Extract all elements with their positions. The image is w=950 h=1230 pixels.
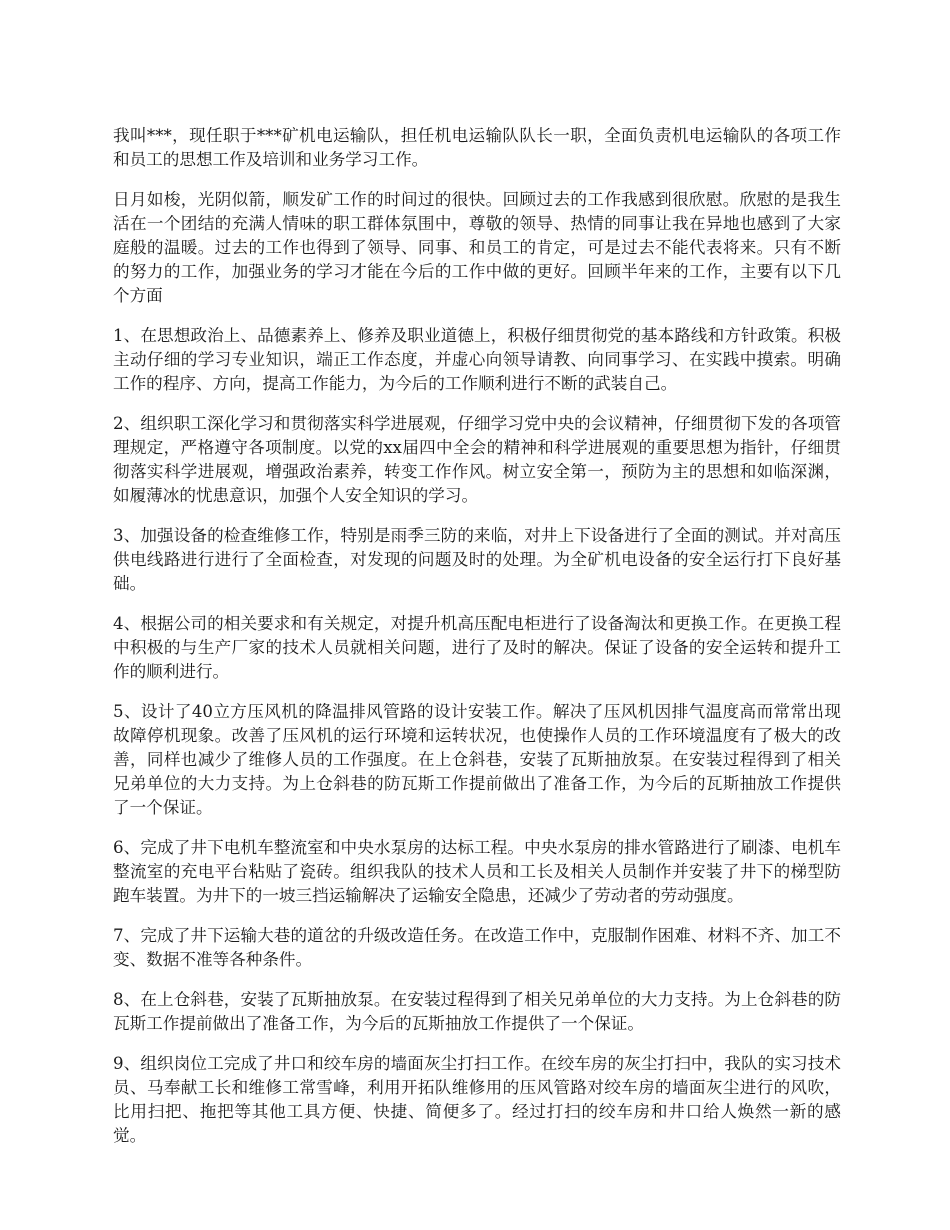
item-3-paragraph: 3、加强设备的检查维修工作，特别是雨季三防的来临，对井上下设备进行了全面的测试。并对高压供电线路进行进行了全面检查，对发现的问题及时的处理。为全矿机电设备的安全运行打下良好基础。: [113, 526, 841, 593]
item-9-paragraph: 9、组织岗位工完成了井口和绞车房的墙面灰尘打扫工作。在绞车房的灰尘打扫中，我队的实习技术员、马奉献工长和维修工常雪峰，利用开拓队维修用的压风管路对绞车房的墙面灰尘进行的风吹，比用扫把、拖把等其他工具方便、快捷、简便多了。经过打扫的绞车房和井口给人焕然一新的感觉。: [113, 1054, 841, 1145]
item-6-paragraph: 6、完成了井下电机车整流室和中央水泵房的达标工程。中央水泵房的排水管路进行了刷漆、电机车整流室的充电平台粘贴了瓷砖。组织我队的技术人员和工长及相关人员制作并安装了井下的梯型防跑车装置。为井下的一坡三挡运输解决了运输安全隐患，还减少了劳动者的劳动强度。: [113, 838, 841, 905]
item-4-paragraph: 4、根据公司的相关要求和有关规定，对提升机高压配电柜进行了设备淘汰和更换工作。在更换工程中积极的与生产厂家的技术人员就相关问题，进行了及时的解决。保证了设备的安全运转和提升工作的顺利进行。: [113, 614, 841, 681]
item-1-paragraph: 1、在思想政治上、品德素养上、修养及职业道德上，积极仔细贯彻党的基本路线和方针政策。积极主动仔细的学习专业知识，端正工作态度，并虚心向领导请教、向同事学习、在实践中摸索。明确工作的程序、方向，提高工作能力，为今后的工作顺利进行不断的武装自己。: [113, 326, 841, 393]
intro-paragraph: 我叫***，现任职于***矿机电运输队，担任机电运输队队长一职，全面负责机电运输队的各项工作和员工的思想工作及培训和业务学习工作。: [113, 126, 841, 169]
item-7-paragraph: 7、完成了井下运输大巷的道岔的升级改造任务。在改造工作中，克服制作困难、材料不齐、加工不变、数据不准等各种条件。: [113, 926, 841, 969]
review-paragraph: 日月如梭，光阴似箭，顺发矿工作的时间过的很快。回顾过去的工作我感到很欣慰。欣慰的是我生活在一个团结的充满人情味的职工群体氛围中，尊敬的领导、热情的同事让我在异地也感到了大家庭般的温暖。过去的工作也得到了领导、同事、和员工的肯定，可是过去不能代表将来。只有不断的努力的工作，加强业务的学习才能在今后的工作中做的更好。回顾半年来的工作，主要有以下几个方面: [113, 190, 841, 305]
document-body: [113, 124, 841, 1164]
item-5-paragraph: 5、设计了40立方压风机的降温排风管路的设计安装工作。解决了压风机因排气温度高而常常出现故障停机现象。改善了压风机的运行环境和运转状况，也使操作人员的工作环境温度有了极大的改善，同样也减少了维修人员的工作强度。在上仓斜巷，安装了瓦斯抽放泵。在安装过程得到了相关兄弟单位的大力支持。为上仓斜巷的防瓦斯工作提前做出了准备工作，为今后的瓦斯抽放工作提供了一个保证。: [113, 702, 841, 817]
item-2-paragraph: 2、组织职工深化学习和贯彻落实科学进展观，仔细学习党中央的会议精神，仔细贯彻下发的各项管理规定，严格遵守各项制度。以党的xx届四中全会的精神和科学进展观的重要思想为指针，仔细贯彻落实科学进展观，增强政治素养，转变工作作风。树立安全第一，预防为主的思想和如临深渊，如履薄冰的忧患意识，加强个人安全知识的学习。: [113, 414, 841, 505]
item-8-paragraph: 8、在上仓斜巷，安装了瓦斯抽放泵。在安装过程得到了相关兄弟单位的大力支持。为上仓斜巷的防瓦斯工作提前做出了准备工作，为今后的瓦斯抽放工作提供了一个保证。: [113, 990, 841, 1033]
